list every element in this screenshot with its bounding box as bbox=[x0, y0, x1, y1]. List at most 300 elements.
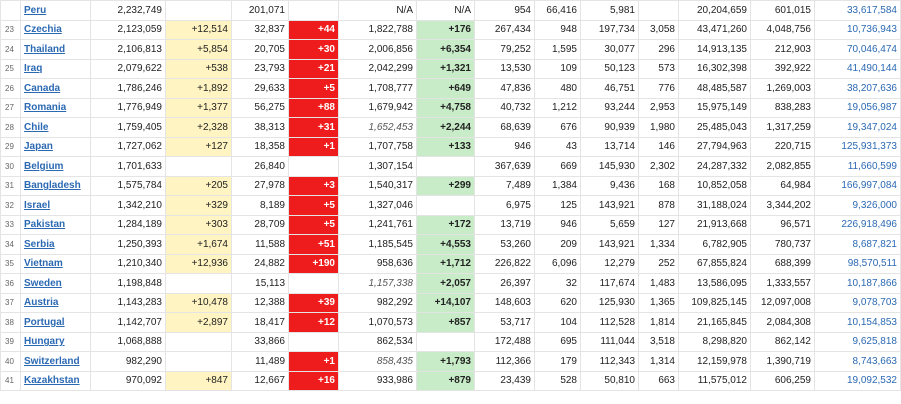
new-recovered-cell: +1,712 bbox=[417, 254, 475, 274]
deaths-per-million-cell: 573 bbox=[639, 59, 679, 79]
country-link[interactable]: Switzerland bbox=[24, 355, 80, 367]
table-row bbox=[1, 313, 901, 333]
total-tests-cell: 27,794,963 bbox=[679, 137, 751, 157]
total-tests-cell: 20,204,659 bbox=[679, 1, 751, 21]
new-deaths-cell: +1 bbox=[289, 137, 339, 157]
country-link[interactable]: Hungary bbox=[24, 336, 65, 348]
total-recovered-cell: 2,042,299 bbox=[339, 59, 417, 79]
tests-per-million-cell: 1,333,557 bbox=[751, 274, 815, 294]
table-row bbox=[1, 176, 901, 196]
population[interactable]: 8,743,663 bbox=[852, 355, 897, 367]
serious-critical-cell: 480 bbox=[535, 79, 581, 99]
country-link[interactable]: Belgium bbox=[24, 160, 64, 172]
deaths-per-million-cell: 3,518 bbox=[639, 332, 679, 352]
population[interactable]: 10,187,866 bbox=[846, 277, 897, 289]
country-link[interactable]: Serbia bbox=[24, 238, 55, 250]
tests-per-million-cell: 862,142 bbox=[751, 332, 815, 352]
row-index-cell: 28 bbox=[1, 118, 21, 138]
tests-per-million-cell: 64,984 bbox=[751, 176, 815, 196]
cases-per-million-cell: 143,921 bbox=[581, 196, 639, 216]
active-cases-cell: 68,639 bbox=[475, 118, 535, 138]
row-index-cell: 41 bbox=[1, 371, 21, 391]
new-deaths-cell: +16 bbox=[289, 371, 339, 391]
total-tests-cell: 10,852,058 bbox=[679, 176, 751, 196]
total-cases-cell: 1,284,189 bbox=[91, 215, 166, 235]
total-recovered-cell: 1,327,046 bbox=[339, 196, 417, 216]
new-deaths-cell: +190 bbox=[289, 254, 339, 274]
new-recovered-cell: +1,321 bbox=[417, 59, 475, 79]
new-deaths-cell: +5 bbox=[289, 215, 339, 235]
population[interactable]: 166,997,084 bbox=[841, 180, 897, 192]
tests-per-million-cell: 601,015 bbox=[751, 1, 815, 21]
row-index-cell: 29 bbox=[1, 137, 21, 157]
population-cell bbox=[815, 176, 901, 196]
total-tests-cell: 11,575,012 bbox=[679, 371, 751, 391]
cases-per-million-cell: 50,123 bbox=[581, 59, 639, 79]
new-deaths-cell: +1 bbox=[289, 352, 339, 372]
country-link[interactable]: Japan bbox=[24, 141, 53, 153]
table-row bbox=[1, 332, 901, 352]
country-link-cell bbox=[21, 137, 91, 157]
population[interactable]: 11,660,599 bbox=[847, 160, 897, 172]
tests-per-million-cell: 220,715 bbox=[751, 137, 815, 157]
active-cases-cell: 226,822 bbox=[475, 254, 535, 274]
new-recovered-cell: +857 bbox=[417, 313, 475, 333]
total-deaths-cell: 12,388 bbox=[232, 293, 289, 313]
serious-critical-cell: 1,384 bbox=[535, 176, 581, 196]
country-link-cell bbox=[21, 98, 91, 118]
active-cases-cell: 148,603 bbox=[475, 293, 535, 313]
country-link[interactable]: Peru bbox=[24, 4, 47, 16]
population[interactable]: 19,347,024 bbox=[846, 121, 897, 133]
cases-per-million-cell: 5,659 bbox=[581, 215, 639, 235]
table-row bbox=[1, 274, 901, 294]
population-cell bbox=[815, 59, 901, 79]
new-recovered-cell: +2,244 bbox=[417, 118, 475, 138]
row-index-cell: 31 bbox=[1, 176, 21, 196]
total-deaths-cell: 33,866 bbox=[232, 332, 289, 352]
new-cases-cell: +1,892 bbox=[166, 79, 232, 99]
total-cases-cell: 1,342,210 bbox=[91, 196, 166, 216]
population-cell bbox=[815, 332, 901, 352]
deaths-per-million-cell: 663 bbox=[639, 371, 679, 391]
serious-critical-cell: 620 bbox=[535, 293, 581, 313]
new-cases-cell: +329 bbox=[166, 196, 232, 216]
serious-critical-cell: 1,595 bbox=[535, 40, 581, 60]
tests-per-million-cell: 1,269,003 bbox=[751, 79, 815, 99]
population[interactable]: 8,687,821 bbox=[852, 238, 897, 250]
new-recovered-cell bbox=[417, 157, 475, 177]
total-tests-cell: 109,825,145 bbox=[679, 293, 751, 313]
total-recovered-cell: 1,540,317 bbox=[339, 176, 417, 196]
tests-per-million-cell: 606,259 bbox=[751, 371, 815, 391]
new-deaths-cell: +12 bbox=[289, 313, 339, 333]
new-recovered-cell bbox=[417, 332, 475, 352]
new-deaths-cell: +3 bbox=[289, 176, 339, 196]
population-cell bbox=[815, 40, 901, 60]
total-recovered-cell: 1,185,545 bbox=[339, 235, 417, 255]
total-tests-cell: 24,287,332 bbox=[679, 157, 751, 177]
table-row bbox=[1, 254, 901, 274]
active-cases-cell: 47,836 bbox=[475, 79, 535, 99]
total-deaths-cell: 18,417 bbox=[232, 313, 289, 333]
population-cell bbox=[815, 274, 901, 294]
population-cell bbox=[815, 215, 901, 235]
row-index-cell: 26 bbox=[1, 79, 21, 99]
new-cases-cell bbox=[166, 332, 232, 352]
population[interactable]: 33,617,584 bbox=[846, 4, 897, 16]
population-cell bbox=[815, 98, 901, 118]
new-recovered-cell: +4,758 bbox=[417, 98, 475, 118]
total-tests-cell: 14,913,135 bbox=[679, 40, 751, 60]
cases-per-million-cell: 111,044 bbox=[581, 332, 639, 352]
total-deaths-cell: 20,705 bbox=[232, 40, 289, 60]
total-tests-cell: 48,485,587 bbox=[679, 79, 751, 99]
serious-critical-cell: 179 bbox=[535, 352, 581, 372]
total-recovered-cell: 1,241,761 bbox=[339, 215, 417, 235]
deaths-per-million-cell: 1,334 bbox=[639, 235, 679, 255]
active-cases-cell: 40,732 bbox=[475, 98, 535, 118]
country-link[interactable]: Sweden bbox=[24, 277, 62, 289]
serious-critical-cell: 676 bbox=[535, 118, 581, 138]
population[interactable]: 125,931,373 bbox=[841, 141, 897, 153]
total-recovered-cell: 2,006,856 bbox=[339, 40, 417, 60]
cases-per-million-cell: 90,939 bbox=[581, 118, 639, 138]
total-cases-cell: 1,759,405 bbox=[91, 118, 166, 138]
cases-per-million-cell: 9,436 bbox=[581, 176, 639, 196]
row-index-cell: 24 bbox=[1, 40, 21, 60]
new-recovered-cell: +172 bbox=[417, 215, 475, 235]
total-tests-cell: 15,975,149 bbox=[679, 98, 751, 118]
total-deaths-cell: 24,882 bbox=[232, 254, 289, 274]
cases-per-million-cell: 117,674 bbox=[581, 274, 639, 294]
country-link-cell bbox=[21, 235, 91, 255]
new-cases-cell bbox=[166, 1, 232, 21]
table-row bbox=[1, 235, 901, 255]
total-recovered-cell: 1,708,777 bbox=[339, 79, 417, 99]
new-recovered-cell: +176 bbox=[417, 20, 475, 40]
country-link-cell bbox=[21, 254, 91, 274]
table-row bbox=[1, 59, 901, 79]
country-link[interactable]: Canada bbox=[24, 82, 61, 94]
deaths-per-million-cell: 1,814 bbox=[639, 313, 679, 333]
cases-per-million-cell: 112,343 bbox=[581, 352, 639, 372]
country-link[interactable]: Romania bbox=[24, 102, 67, 114]
active-cases-cell: 954 bbox=[475, 1, 535, 21]
total-recovered-cell: 858,435 bbox=[339, 352, 417, 372]
new-deaths-cell bbox=[289, 274, 339, 294]
total-recovered-cell: 982,292 bbox=[339, 293, 417, 313]
deaths-per-million-cell: 1,365 bbox=[639, 293, 679, 313]
tests-per-million-cell: 3,344,202 bbox=[751, 196, 815, 216]
total-tests-cell: 16,302,398 bbox=[679, 59, 751, 79]
total-tests-cell: 21,913,668 bbox=[679, 215, 751, 235]
total-tests-cell: 13,586,095 bbox=[679, 274, 751, 294]
total-recovered-cell: 933,986 bbox=[339, 371, 417, 391]
table-row bbox=[1, 215, 901, 235]
country-link-cell bbox=[21, 196, 91, 216]
table-row bbox=[1, 157, 901, 177]
cases-per-million-cell: 112,528 bbox=[581, 313, 639, 333]
new-deaths-cell: +21 bbox=[289, 59, 339, 79]
population[interactable]: 9,326,000 bbox=[852, 199, 897, 211]
row-index-cell: 40 bbox=[1, 352, 21, 372]
country-link-cell bbox=[21, 332, 91, 352]
total-deaths-cell: 15,113 bbox=[232, 274, 289, 294]
country-link[interactable]: Kazakhstan bbox=[24, 375, 80, 387]
deaths-per-million-cell: 252 bbox=[639, 254, 679, 274]
table-row bbox=[1, 352, 901, 372]
total-cases-cell: 1,142,707 bbox=[91, 313, 166, 333]
deaths-per-million-cell: 2,302 bbox=[639, 157, 679, 177]
cases-per-million-cell: 50,810 bbox=[581, 371, 639, 391]
tests-per-million-cell: 392,922 bbox=[751, 59, 815, 79]
total-cases-cell: 1,786,246 bbox=[91, 79, 166, 99]
tests-per-million-cell: 838,283 bbox=[751, 98, 815, 118]
total-deaths-cell: 28,709 bbox=[232, 215, 289, 235]
table-row bbox=[1, 371, 901, 391]
population-cell bbox=[815, 118, 901, 138]
population[interactable]: 70,046,474 bbox=[846, 43, 897, 55]
table-row bbox=[1, 118, 901, 138]
new-cases-cell bbox=[166, 352, 232, 372]
total-recovered-cell: 1,707,758 bbox=[339, 137, 417, 157]
active-cases-cell: 23,439 bbox=[475, 371, 535, 391]
population-cell bbox=[815, 352, 901, 372]
total-deaths-cell: 11,588 bbox=[232, 235, 289, 255]
row-index-cell: 39 bbox=[1, 332, 21, 352]
serious-critical-cell: 669 bbox=[535, 157, 581, 177]
total-cases-cell: 1,143,283 bbox=[91, 293, 166, 313]
total-deaths-cell: 27,978 bbox=[232, 176, 289, 196]
deaths-per-million-cell: 2,953 bbox=[639, 98, 679, 118]
country-link-cell bbox=[21, 157, 91, 177]
deaths-per-million-cell: 127 bbox=[639, 215, 679, 235]
total-cases-cell: 2,106,813 bbox=[91, 40, 166, 60]
new-cases-cell: +12,514 bbox=[166, 20, 232, 40]
population[interactable]: 10,736,943 bbox=[846, 24, 897, 36]
new-deaths-cell: +31 bbox=[289, 118, 339, 138]
total-tests-cell: 21,165,845 bbox=[679, 313, 751, 333]
population[interactable]: 98,570,511 bbox=[847, 258, 897, 270]
country-link-cell bbox=[21, 118, 91, 138]
population[interactable]: 226,918,496 bbox=[841, 219, 897, 231]
tests-per-million-cell: 688,399 bbox=[751, 254, 815, 274]
serious-critical-cell: 66,416 bbox=[535, 1, 581, 21]
active-cases-cell: 6,975 bbox=[475, 196, 535, 216]
serious-critical-cell: 43 bbox=[535, 137, 581, 157]
population-cell bbox=[815, 254, 901, 274]
row-index-cell: 23 bbox=[1, 20, 21, 40]
row-index-cell: 37 bbox=[1, 293, 21, 313]
population-cell bbox=[815, 79, 901, 99]
total-deaths-cell: 8,189 bbox=[232, 196, 289, 216]
new-recovered-cell: +6,354 bbox=[417, 40, 475, 60]
active-cases-cell: 946 bbox=[475, 137, 535, 157]
new-cases-cell: +847 bbox=[166, 371, 232, 391]
total-tests-cell: 8,298,820 bbox=[679, 332, 751, 352]
total-recovered-cell: 958,636 bbox=[339, 254, 417, 274]
country-link[interactable]: Czechia bbox=[24, 24, 62, 36]
total-cases-cell: 2,232,749 bbox=[91, 1, 166, 21]
population-cell bbox=[815, 371, 901, 391]
serious-critical-cell: 948 bbox=[535, 20, 581, 40]
total-cases-cell: 1,068,888 bbox=[91, 332, 166, 352]
table-row bbox=[1, 1, 901, 21]
cases-per-million-cell: 93,244 bbox=[581, 98, 639, 118]
active-cases-cell: 367,639 bbox=[475, 157, 535, 177]
new-deaths-cell: +30 bbox=[289, 40, 339, 60]
serious-critical-cell: 125 bbox=[535, 196, 581, 216]
total-tests-cell: 25,485,043 bbox=[679, 118, 751, 138]
new-deaths-cell bbox=[289, 332, 339, 352]
total-deaths-cell: 23,793 bbox=[232, 59, 289, 79]
cases-per-million-cell: 46,751 bbox=[581, 79, 639, 99]
serious-critical-cell: 946 bbox=[535, 215, 581, 235]
population-cell bbox=[815, 20, 901, 40]
new-recovered-cell: +649 bbox=[417, 79, 475, 99]
total-recovered-cell: 1,157,338 bbox=[339, 274, 417, 294]
table-row bbox=[1, 196, 901, 216]
new-recovered-cell: +2,057 bbox=[417, 274, 475, 294]
total-tests-cell: 43,471,260 bbox=[679, 20, 751, 40]
new-cases-cell: +10,478 bbox=[166, 293, 232, 313]
new-recovered-cell: +4,553 bbox=[417, 235, 475, 255]
country-link[interactable]: Iraq bbox=[24, 63, 43, 75]
table-row bbox=[1, 293, 901, 313]
total-deaths-cell: 29,633 bbox=[232, 79, 289, 99]
active-cases-cell: 172,488 bbox=[475, 332, 535, 352]
row-index-cell: 32 bbox=[1, 196, 21, 216]
total-tests-cell: 6,782,905 bbox=[679, 235, 751, 255]
table-body bbox=[1, 1, 901, 391]
active-cases-cell: 53,717 bbox=[475, 313, 535, 333]
new-cases-cell: +1,377 bbox=[166, 98, 232, 118]
country-link-cell bbox=[21, 215, 91, 235]
active-cases-cell: 26,397 bbox=[475, 274, 535, 294]
total-deaths-cell: 12,667 bbox=[232, 371, 289, 391]
new-cases-cell: +127 bbox=[166, 137, 232, 157]
deaths-per-million-cell: 878 bbox=[639, 196, 679, 216]
country-link-cell bbox=[21, 1, 91, 21]
active-cases-cell: 13,530 bbox=[475, 59, 535, 79]
total-recovered-cell: 1,307,154 bbox=[339, 157, 417, 177]
total-deaths-cell: 38,313 bbox=[232, 118, 289, 138]
population[interactable]: 10,154,853 bbox=[846, 316, 897, 328]
new-deaths-cell bbox=[289, 157, 339, 177]
active-cases-cell: 53,260 bbox=[475, 235, 535, 255]
total-recovered-cell: 1,070,573 bbox=[339, 313, 417, 333]
new-cases-cell: +12,936 bbox=[166, 254, 232, 274]
active-cases-cell: 79,252 bbox=[475, 40, 535, 60]
country-link[interactable]: Israel bbox=[24, 199, 51, 211]
population[interactable]: 41,490,144 bbox=[846, 63, 897, 75]
country-link[interactable]: Pakistan bbox=[24, 219, 66, 231]
population[interactable]: 19,092,532 bbox=[846, 375, 897, 387]
table-row bbox=[1, 79, 901, 99]
deaths-per-million-cell: 296 bbox=[639, 40, 679, 60]
total-cases-cell: 982,290 bbox=[91, 352, 166, 372]
population-cell bbox=[815, 157, 901, 177]
row-index-cell: 38 bbox=[1, 313, 21, 333]
country-link-cell bbox=[21, 274, 91, 294]
cases-per-million-cell: 13,714 bbox=[581, 137, 639, 157]
population-cell bbox=[815, 137, 901, 157]
tests-per-million-cell: 780,737 bbox=[751, 235, 815, 255]
deaths-per-million-cell: 3,058 bbox=[639, 20, 679, 40]
new-cases-cell bbox=[166, 274, 232, 294]
total-tests-cell: 67,855,824 bbox=[679, 254, 751, 274]
total-cases-cell: 1,701,633 bbox=[91, 157, 166, 177]
country-link[interactable]: Austria bbox=[24, 297, 59, 309]
population[interactable]: 38,207,636 bbox=[846, 82, 897, 94]
new-cases-cell: +5,854 bbox=[166, 40, 232, 60]
new-cases-cell: +1,674 bbox=[166, 235, 232, 255]
total-deaths-cell: 11,489 bbox=[232, 352, 289, 372]
population[interactable]: 9,625,818 bbox=[852, 336, 897, 348]
cases-per-million-cell: 30,077 bbox=[581, 40, 639, 60]
tests-per-million-cell: 96,571 bbox=[751, 215, 815, 235]
new-deaths-cell: +5 bbox=[289, 196, 339, 216]
country-link[interactable]: Chile bbox=[24, 121, 49, 133]
cases-per-million-cell: 143,921 bbox=[581, 235, 639, 255]
new-deaths-cell: +5 bbox=[289, 79, 339, 99]
country-link-cell bbox=[21, 59, 91, 79]
country-link-cell bbox=[21, 371, 91, 391]
total-recovered-cell: 862,534 bbox=[339, 332, 417, 352]
total-cases-cell: 1,776,949 bbox=[91, 98, 166, 118]
population-cell bbox=[815, 235, 901, 255]
serious-critical-cell: 209 bbox=[535, 235, 581, 255]
tests-per-million-cell: 2,084,308 bbox=[751, 313, 815, 333]
country-link-cell bbox=[21, 293, 91, 313]
cases-per-million-cell: 12,279 bbox=[581, 254, 639, 274]
total-cases-cell: 2,079,622 bbox=[91, 59, 166, 79]
tests-per-million-cell: 212,903 bbox=[751, 40, 815, 60]
population[interactable]: 19,056,987 bbox=[846, 102, 897, 114]
row-index-cell: 25 bbox=[1, 59, 21, 79]
new-deaths-cell: +44 bbox=[289, 20, 339, 40]
deaths-per-million-cell: 168 bbox=[639, 176, 679, 196]
active-cases-cell: 112,366 bbox=[475, 352, 535, 372]
tests-per-million-cell: 1,390,719 bbox=[751, 352, 815, 372]
population[interactable]: 9,078,703 bbox=[852, 297, 897, 309]
total-deaths-cell: 32,837 bbox=[232, 20, 289, 40]
total-tests-cell: 31,188,024 bbox=[679, 196, 751, 216]
total-recovered-cell: 1,822,788 bbox=[339, 20, 417, 40]
serious-critical-cell: 32 bbox=[535, 274, 581, 294]
total-deaths-cell: 26,840 bbox=[232, 157, 289, 177]
tests-per-million-cell: 4,048,756 bbox=[751, 20, 815, 40]
deaths-per-million-cell bbox=[639, 1, 679, 21]
total-tests-cell: 12,159,978 bbox=[679, 352, 751, 372]
row-index-cell: 27 bbox=[1, 98, 21, 118]
new-deaths-cell: +39 bbox=[289, 293, 339, 313]
total-deaths-cell: 201,071 bbox=[232, 1, 289, 21]
country-link[interactable]: Thailand bbox=[24, 43, 66, 55]
total-cases-cell: 1,250,393 bbox=[91, 235, 166, 255]
total-cases-cell: 970,092 bbox=[91, 371, 166, 391]
country-link-cell bbox=[21, 79, 91, 99]
population-cell bbox=[815, 1, 901, 21]
country-link[interactable]: Vietnam bbox=[24, 258, 63, 270]
new-cases-cell: +2,328 bbox=[166, 118, 232, 138]
row-index-cell bbox=[1, 1, 21, 21]
country-link[interactable]: Portugal bbox=[24, 316, 65, 328]
total-recovered-cell: 1,652,453 bbox=[339, 118, 417, 138]
deaths-per-million-cell: 146 bbox=[639, 137, 679, 157]
country-link[interactable]: Bangladesh bbox=[24, 180, 81, 192]
